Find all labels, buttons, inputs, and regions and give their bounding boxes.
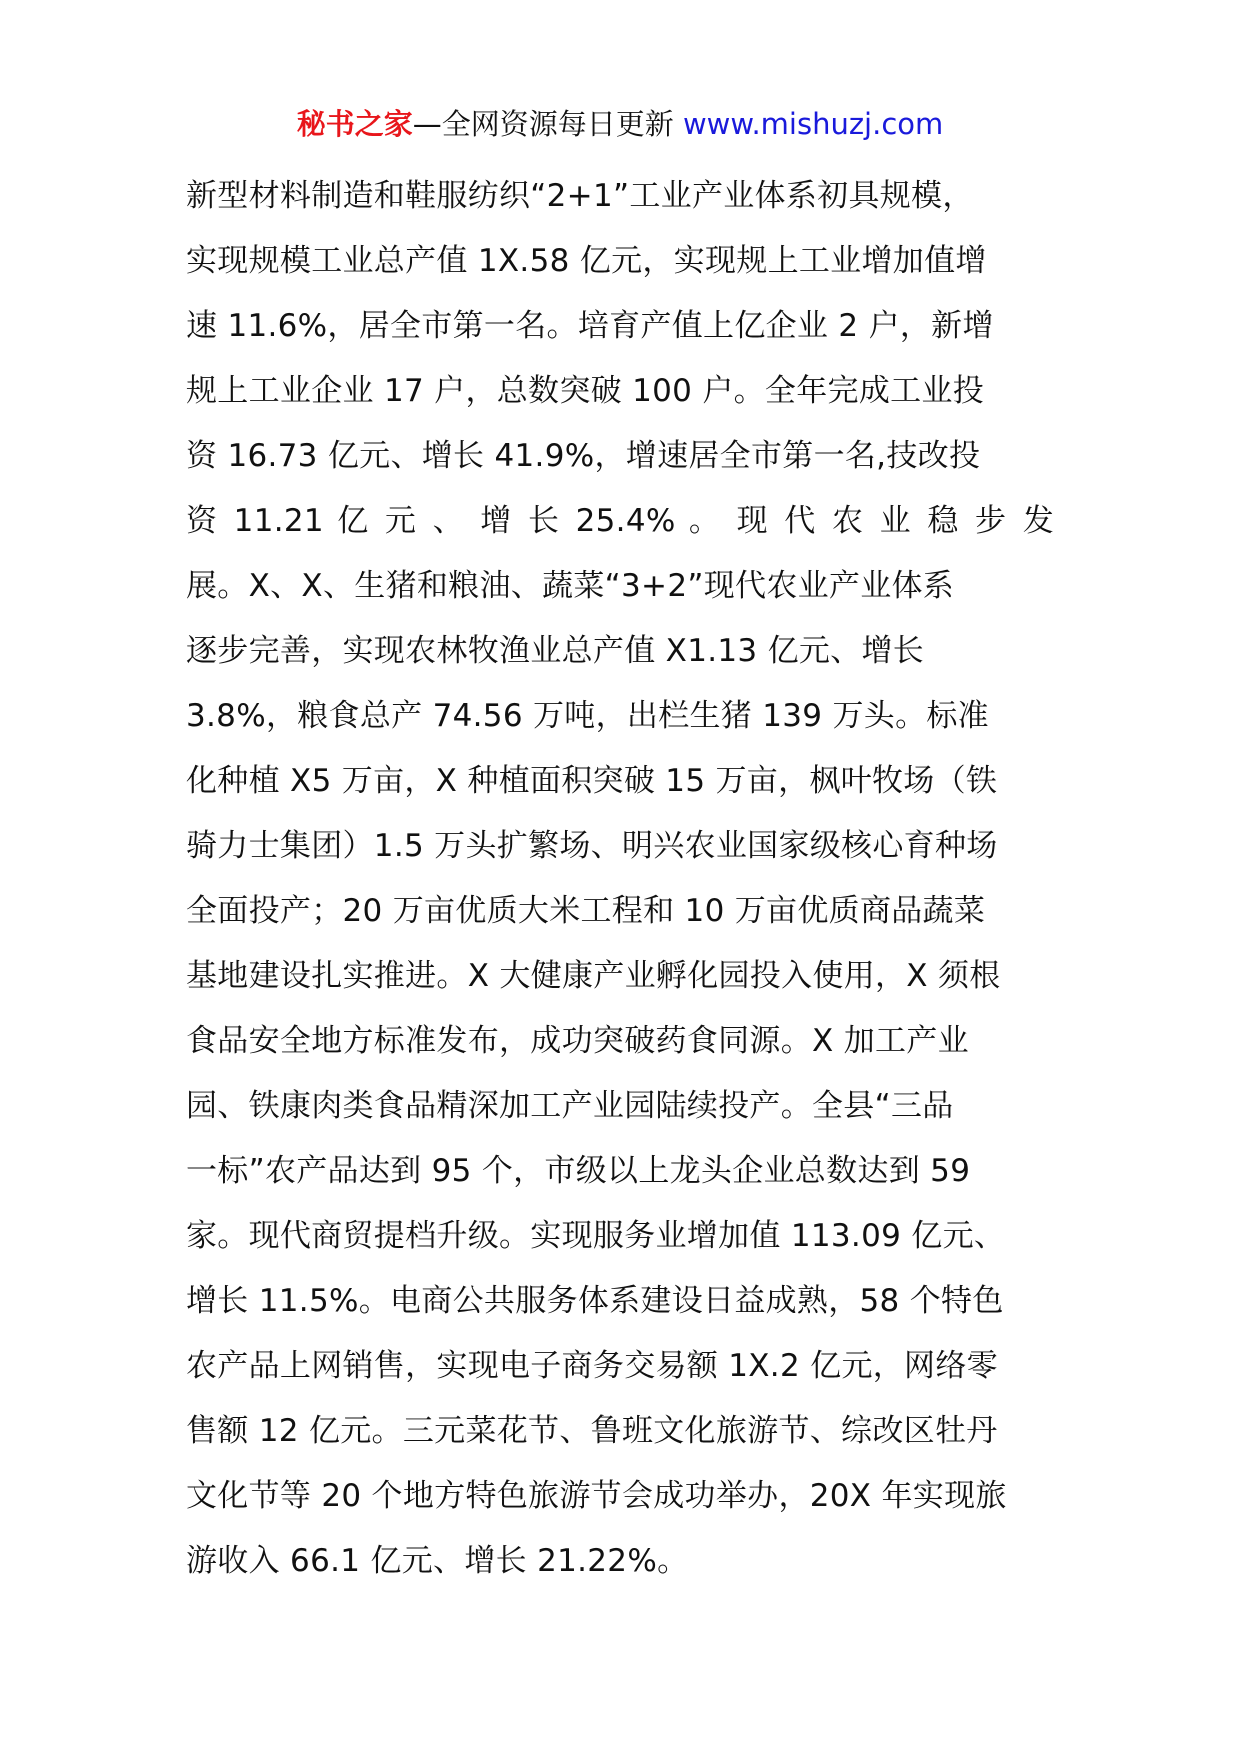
body-line: 增长 11.5%。电商公共服务体系建设日益成熟，58 个特色 xyxy=(186,1283,1004,1319)
body-line: 资 11.21 亿 元 、 增 长 25.4% 。 现 代 农 业 稳 步 发 xyxy=(186,503,1054,539)
site-tagline: —全网资源每日更新 xyxy=(412,107,674,141)
body-line: 3.8%，粮食总产 74.56 万吨，出栏生猪 139 万头。标准 xyxy=(186,698,989,734)
body-line: 售额 12 亿元。三元菜花节、鲁班文化旅游节、综改区牡丹 xyxy=(186,1413,998,1449)
body-line: 游收入 66.1 亿元、增长 21.22%。 xyxy=(186,1543,689,1579)
body-line: 实现规模工业总产值 1X.58 亿元，实现规上工业增加值增 xyxy=(186,243,987,279)
body-line: 农产品上网销售，实现电子商务交易额 1X.2 亿元，网络零 xyxy=(186,1348,998,1384)
body-line: 园、铁康肉类食品精深加工产业园陆续投产。全县“三品 xyxy=(186,1088,954,1124)
body-line: 规上工业企业 17 户，总数突破 100 户。全年完成工业投 xyxy=(186,373,985,409)
body-line: 展。X、X、生猪和粮油、蔬菜“3+2”现代农业产业体系 xyxy=(186,568,955,604)
body-line: 文化节等 20 个地方特色旅游节会成功举办，20X 年实现旅 xyxy=(186,1478,1007,1514)
body-line: 化种植 X5 万亩，X 种植面积突破 15 万亩，枫叶牧场（铁 xyxy=(186,763,998,799)
body-line: 一标”农产品达到 95 个，市级以上龙头企业总数达到 59 xyxy=(186,1153,971,1189)
body-line: 食品安全地方标准发布，成功突破药食同源。X 加工产业 xyxy=(186,1023,969,1059)
body-line: 资 16.73 亿元、增长 41.9%，增速居全市第一名,技改投 xyxy=(186,438,981,474)
body-line: 新型材料制造和鞋服纺织“2+1”工业产业体系初具规模， xyxy=(186,178,974,214)
site-brand: 秘书之家 xyxy=(296,107,413,141)
site-header xyxy=(0,104,1240,144)
document-body xyxy=(186,164,1054,1594)
site-url-link[interactable]: www.mishuzj.com xyxy=(682,107,944,141)
body-line: 基地建设扎实推进。X 大健康产业孵化园投入使用，X 须根 xyxy=(186,958,1001,994)
body-line: 骑力士集团）1.5 万头扩繁场、明兴农业国家级核心育种场 xyxy=(186,828,998,864)
body-line: 逐步完善，实现农林牧渔业总产值 X1.13 亿元、增长 xyxy=(186,633,925,669)
body-line: 家。现代商贸提档升级。实现服务业增加值 113.09 亿元、 xyxy=(186,1218,1006,1254)
body-line: 速 11.6%，居全市第一名。培育产值上亿企业 2 户，新增 xyxy=(186,308,994,344)
body-line: 全面投产；20 万亩优质大米工程和 10 万亩优质商品蔬菜 xyxy=(186,893,986,929)
